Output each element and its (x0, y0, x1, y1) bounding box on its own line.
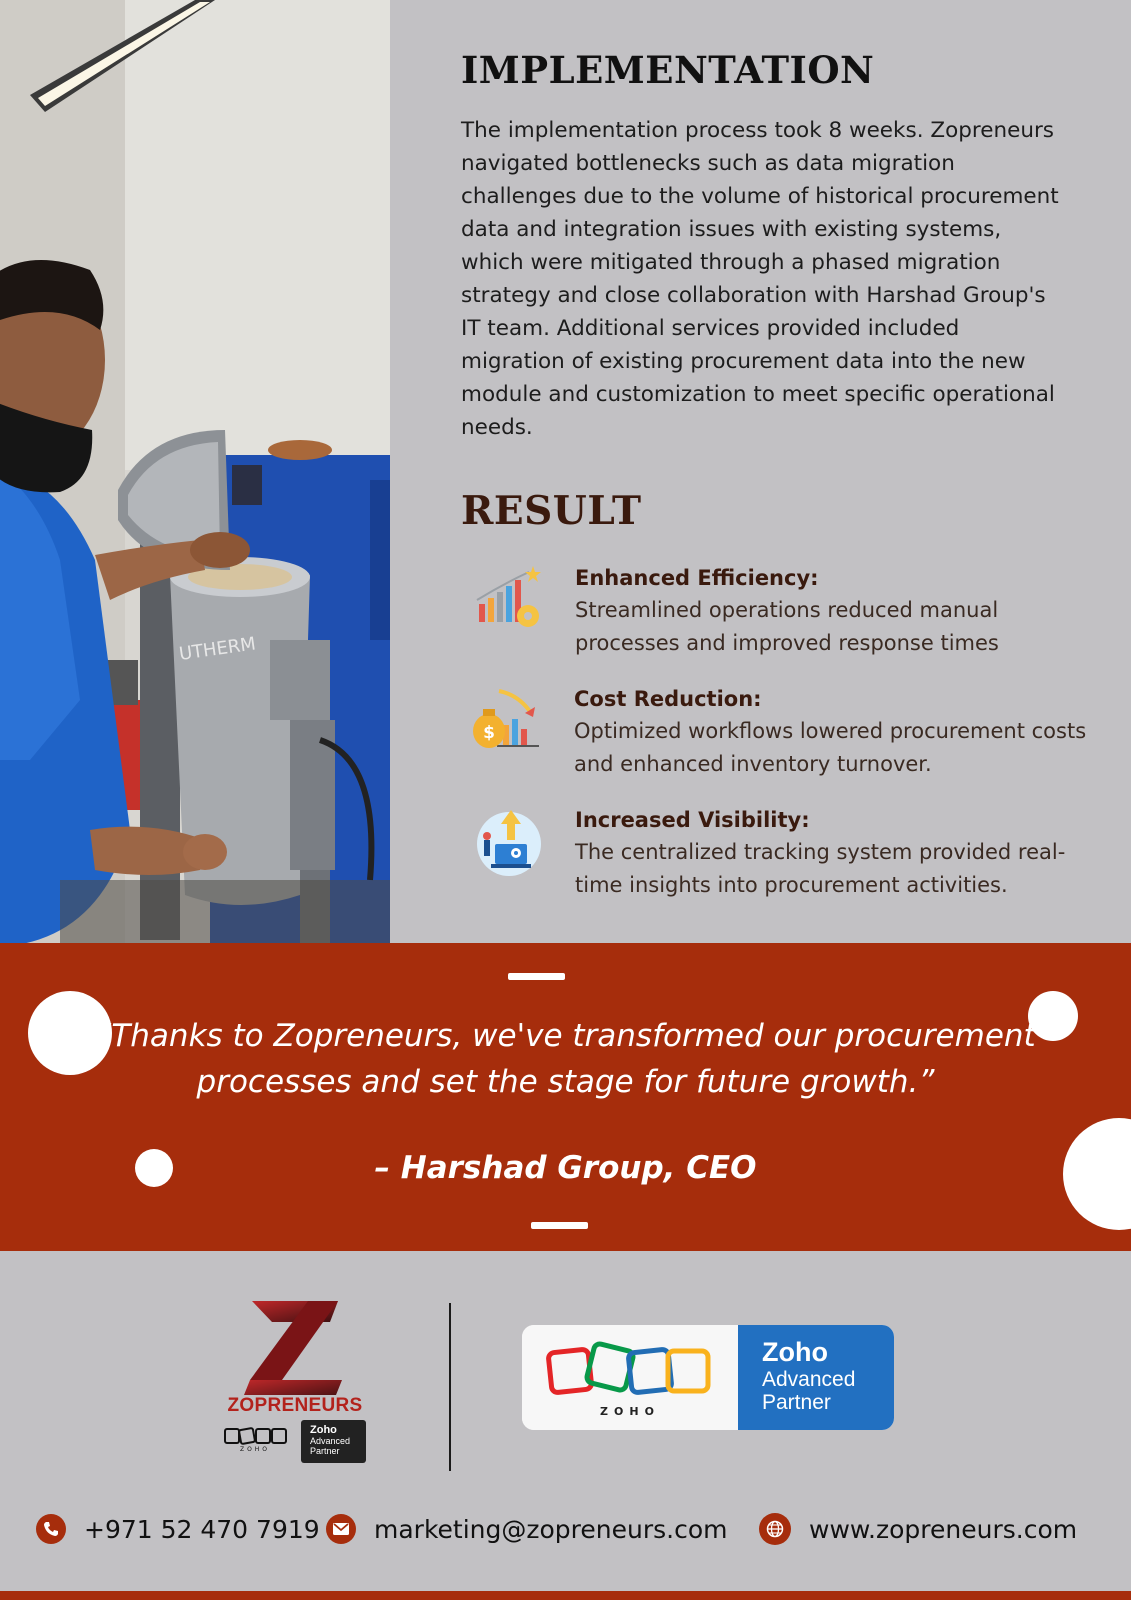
zoho-advanced-partner-card (522, 1325, 894, 1430)
contact-phone[interactable] (36, 1512, 320, 1546)
result-description: Streamlined operations reduced manual processes and improved response times (575, 598, 999, 655)
svg-text:UTHERM: UTHERM (177, 633, 258, 665)
partner-card-title: Zoho (762, 1337, 828, 1367)
company-name: ZOPRENEURS (227, 1395, 363, 1416)
result-item-efficiency (461, 562, 1101, 662)
result-title: Increased Visibility: (575, 808, 810, 832)
zoho-mini-label: ZOHO (239, 1446, 271, 1453)
result-description: Optimized workflows lowered procurement costs and enhanced inventory turnover. (574, 719, 1087, 776)
implementation-body: The implementation process took 8 weeks. Zopreneurs navigated bottlenecks such as data migration challenges due to the volume of historical procurement data and integration issues with existing systems, which were mitigated through a phased migration strategy and close collaboration with Harshad Group's IT team. Additional services provided included migration of existing procurement data into the new module and customization to meet specific operational needs. (461, 118, 1059, 440)
result-item-visibility (461, 804, 1101, 904)
zoho-wordmark: ZOHO (600, 1405, 660, 1418)
testimonial-band (0, 943, 1131, 1251)
money-bag-chart-icon (469, 685, 541, 757)
zoho-partner-badge-mini (301, 1420, 366, 1463)
partner-card-line: Advanced (762, 1368, 856, 1391)
phone-icon (36, 1514, 66, 1544)
growth-chart-gear-icon (473, 564, 545, 636)
visibility-laptop-icon (473, 806, 545, 878)
footer-bar (0, 1591, 1131, 1600)
contact-email[interactable] (326, 1512, 728, 1546)
svg-text:$: $ (483, 723, 495, 743)
email-icon (326, 1514, 356, 1544)
implementation-heading: IMPLEMENTATION (461, 48, 875, 92)
contact-website[interactable] (759, 1512, 1077, 1546)
globe-icon (759, 1513, 791, 1545)
logo-divider (449, 1303, 451, 1471)
zopreneurs-z-icon (220, 1300, 370, 1395)
testimonial-author: – Harshad Group, CEO (374, 1150, 757, 1186)
decorative-dash (531, 1222, 588, 1229)
badge-line: Advanced (310, 1436, 351, 1446)
website-url[interactable]: www.zopreneurs.com (809, 1514, 1078, 1544)
testimonial-quote: “Thanks to Zopreneurs, we've transformed our procurement processes and set the stage for future growth.” (95, 1018, 1036, 1100)
phone-number[interactable]: +971 52 470 7919 (84, 1514, 320, 1544)
content-column (461, 48, 1091, 534)
email-address[interactable]: marketing@zopreneurs.com (374, 1514, 728, 1544)
result-title: Cost Reduction: (574, 687, 762, 711)
zoho-logo-icon (546, 1341, 716, 1401)
zopreneurs-logo (220, 1300, 370, 1465)
badge-line: Partner (310, 1446, 340, 1456)
badge-line: Zoho (310, 1424, 337, 1436)
result-heading: RESULT (461, 488, 642, 534)
result-title: Enhanced Efficiency: (575, 566, 819, 590)
hero-photo (0, 0, 390, 947)
decorative-dash (508, 973, 565, 980)
result-item-cost (461, 683, 1101, 783)
result-description: The centralized tracking system provided real-time insights into procurement activities. (575, 840, 1066, 897)
partner-card-line: Partner (762, 1391, 831, 1414)
